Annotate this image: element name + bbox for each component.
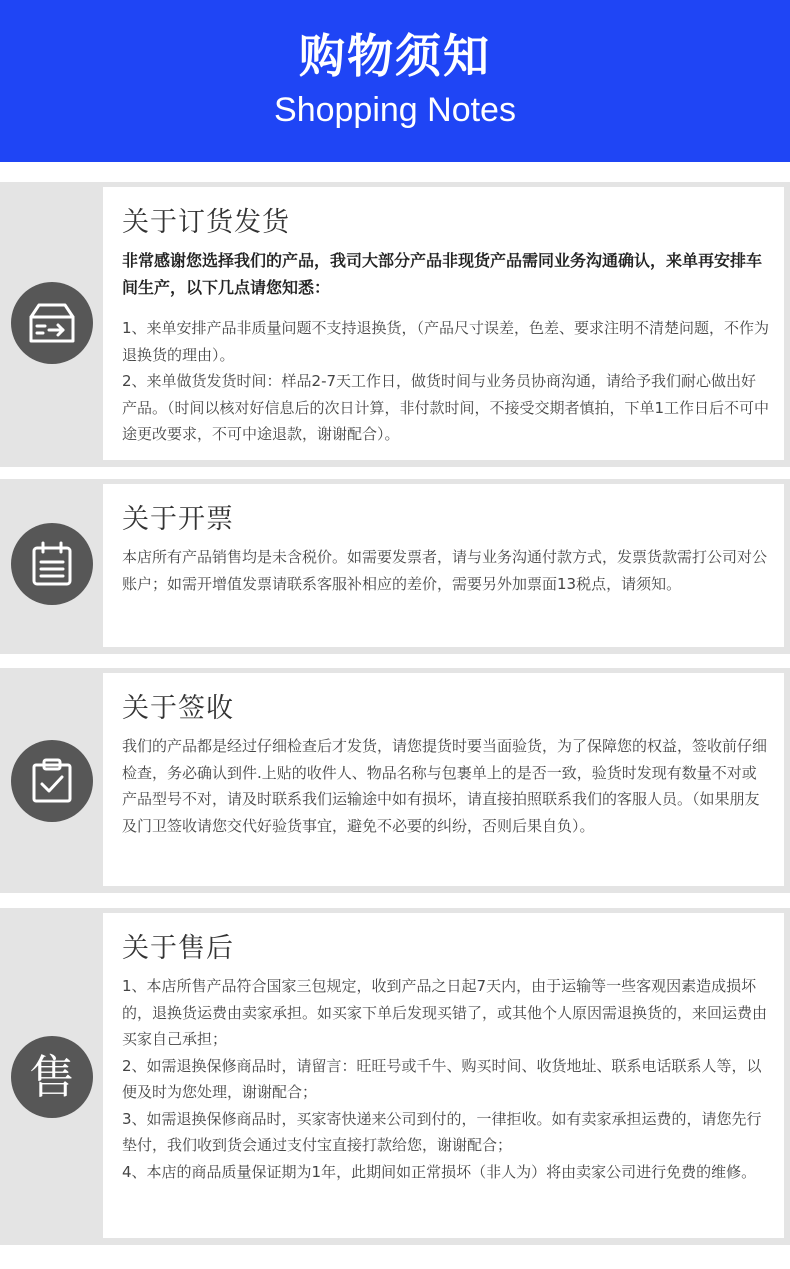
paragraph: 2、如需退换保修商品时，请留言：旺旺号或千牛、购买时间、收货地址、联系电话联系人等，以便及时为您处理，谢谢配合；: [122, 1056, 762, 1101]
page-subtitle: Shopping Notes: [274, 91, 516, 129]
section-title: 关于签收: [122, 693, 234, 724]
section-card: [103, 913, 784, 1238]
paragraph: 本店所有产品销售均是未含税价。如需要发票者，请与业务沟通付款方式，发票货款需打公司对公账户；如需开增值发票请联系客服补相应的差价，需要另外加票面13税点，请须知。: [122, 548, 768, 593]
clipboard-check-icon: [11, 740, 93, 822]
section-card: [103, 484, 784, 647]
paragraph: 1、来单安排产品非质量问题不支持退换货，（产品尺寸误差，色差、要求注明不清楚问题，不作为退换货的理由）。: [122, 319, 770, 364]
section-after-sales: [0, 908, 790, 1245]
section-receiving: [0, 668, 790, 893]
section-card: [103, 673, 784, 886]
section-title: 关于订货发货: [122, 207, 290, 238]
header-banner: [0, 0, 790, 162]
section-invoice: [0, 479, 790, 654]
paragraph: 3、如需退换保修商品时，买家寄快递来公司到付的，一律拒收。如有卖家承担运费的，请您先行垫付，我们收到货会通过支付宝直接打款给您，谢谢配合；: [122, 1109, 762, 1154]
section-card: [103, 187, 784, 460]
paragraph: 1、本店所售产品符合国家三包规定，收到产品之日起7天内，由于运输等一些客观因素造成损坏的，退换货运费由卖家承担。如买家下单后发现买错了，或其他个人原因需退换货的，来回运费由买家自己承担；: [122, 977, 768, 1048]
paragraph: 2、来单做货发货时间：样品2-7天工作日，做货时间与业务员协商沟通，请给予我们耐心做出好产品。（时间以核对好信息后的次日计算，非付款时间，不接受交期者慎拍，下单1工作日后不可中途更改要求，不可中途退款，谢谢配合）。: [122, 372, 770, 443]
page-title: 购物须知: [299, 29, 491, 83]
box-icon: [11, 282, 93, 364]
paragraph: 我们的产品都是经过仔细检查后才发货，请您提货时要当面验货，为了保障您的权益，签收前仔细检查，务必确认到件.上贴的收件人、物品名称与包裹单上的是否一致，验货时发现有数量不对或产品型号不对，请及时联系我们运输途中如有损坏，请直接拍照联系我们的客服人员。（如果朋友及门卫签收请您交代好验货事宜，避免不必要的纠纷，否则后果自负）。: [122, 737, 768, 835]
section-title: 关于开票: [122, 504, 234, 535]
calendar-icon: [11, 523, 93, 605]
shou-glyph: 售: [29, 1050, 75, 1104]
section-intro: 非常感谢您选择我们的产品，我司大部分产品非现货产品需同业务沟通确认，来单再安排车间生产，以下几点请您知悉：: [122, 251, 763, 297]
section-title: 关于售后: [122, 933, 234, 964]
section-ordering-shipping: [0, 182, 790, 467]
paragraph: 4、本店的商品质量保证期为1年，此期间如正常损坏（非人为）将由卖家公司进行免费的维修。: [122, 1162, 757, 1181]
shou-glyph-icon: [11, 1036, 93, 1118]
